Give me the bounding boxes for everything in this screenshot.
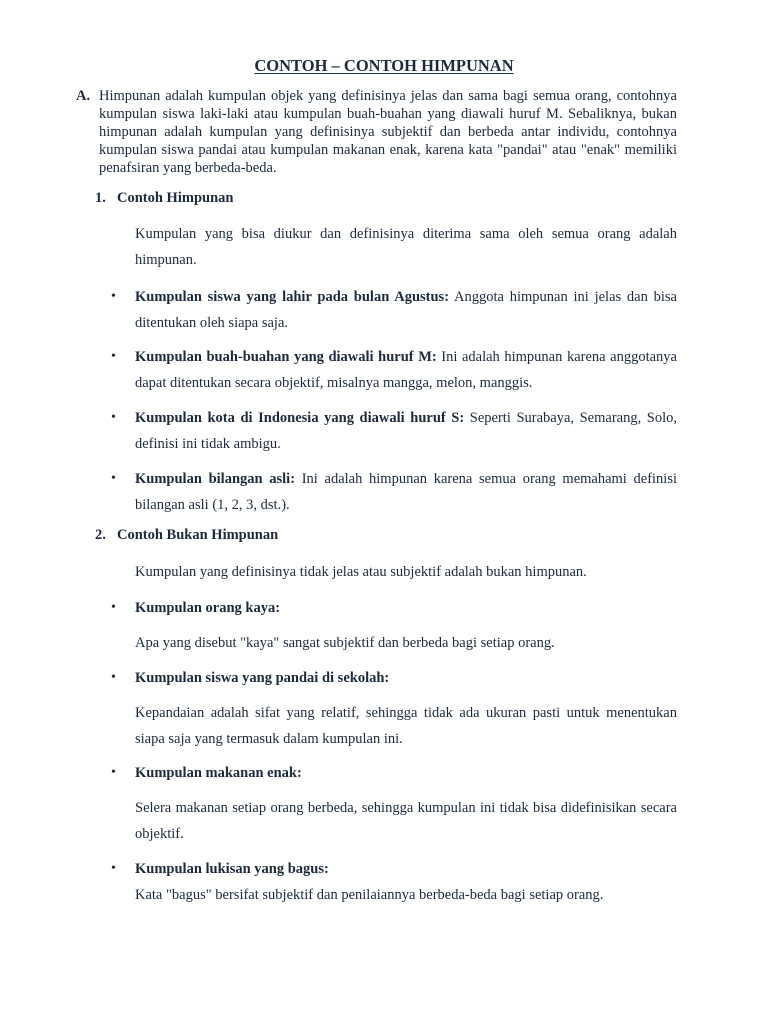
section-1-number: 1. xyxy=(95,190,106,206)
bullet-icon: • xyxy=(111,670,116,685)
list-item xyxy=(111,856,677,882)
item-description: Ini adalah himpunan karena anggotanya dapat ditentukan secara objektif, misalnya mangga, melon, manggis. xyxy=(135,349,677,391)
section-1-heading xyxy=(95,189,233,207)
section-2-title: Contoh Bukan Himpunan xyxy=(117,527,279,543)
list-item xyxy=(111,344,677,396)
item-description: Apa yang disebut "kaya" sangat subjektif dan berbeda bagi setiap orang. xyxy=(135,635,555,651)
section-1-intro: Kumpulan yang bisa diukur dan definisinya diterima sama oleh semua orang adalah himpunan. xyxy=(135,226,677,268)
list-item xyxy=(111,595,677,621)
section-a-letter: A. xyxy=(76,88,91,104)
item-term: Kumpulan lukisan yang bagus: xyxy=(135,861,329,877)
section-2-number: 2. xyxy=(95,527,106,543)
list-item xyxy=(111,466,677,518)
section-2-intro: Kumpulan yang definisinya tidak jelas atau subjektif adalah bukan himpunan. xyxy=(135,564,587,580)
list-item xyxy=(111,665,677,691)
bullet-icon: • xyxy=(111,861,116,876)
item-description: Selera makanan setiap orang berbeda, sehingga kumpulan ini tidak bisa didefinisikan secara objektif. xyxy=(135,800,677,842)
item-term: Kumpulan buah-buahan yang diawali huruf M: xyxy=(135,349,437,365)
item-term: Kumpulan kota di Indonesia yang diawali huruf S: xyxy=(135,410,465,426)
item-description: Kata "bagus" bersifat subjektif dan penilaiannya berbeda-beda bagi setiap orang. xyxy=(135,887,604,903)
list-item xyxy=(111,405,677,457)
section-2-heading xyxy=(95,526,278,544)
item-term: Kumpulan siswa yang lahir pada bulan Agustus: xyxy=(135,289,450,305)
list-item xyxy=(111,284,677,336)
item-term: Kumpulan siswa yang pandai di sekolah: xyxy=(135,670,390,686)
bullet-icon: • xyxy=(111,349,116,364)
section-a xyxy=(76,87,677,177)
document-title: CONTOH – CONTOH HIMPUNAN xyxy=(254,56,514,75)
section-a-paragraph: Himpunan adalah kumpulan objek yang definisinya jelas dan sama bagi semua orang, contohnya kumpulan siswa laki-laki atau kumpulan buah-buahan yang diawali huruf M. Sebaliknya, bukan himpunan adalah kumpulan yang definisinya subjektif dan berbeda antar individu, contohnya kumpulan siswa pandai atau kumpulan makanan enak, karena kata "pandai" atau "enak" memiliki penafsiran yang berbeda-beda. xyxy=(99,88,677,176)
item-term: Kumpulan makanan enak: xyxy=(135,765,302,781)
list-item xyxy=(111,760,677,786)
bullet-icon: • xyxy=(111,471,116,486)
bullet-icon: • xyxy=(111,600,116,615)
bullet-icon: • xyxy=(111,289,116,304)
item-term: Kumpulan bilangan asli: xyxy=(135,471,296,487)
item-description: Ini adalah himpunan karena semua orang memahami definisi bilangan asli (1, 2, 3, dst.). xyxy=(135,471,678,513)
item-description: Kepandaian adalah sifat yang relatif, sehingga tidak ada ukuran pasti untuk menentukan siapa saja yang termasuk dalam kumpulan ini. xyxy=(135,705,677,747)
section-1-title: Contoh Himpunan xyxy=(117,190,234,206)
item-description: Seperti Surabaya, Semarang, Solo, definisi ini tidak ambigu. xyxy=(135,410,678,452)
item-description: Anggota himpunan ini jelas dan bisa ditentukan oleh siapa saja. xyxy=(135,289,677,331)
bullet-icon: • xyxy=(111,765,116,780)
item-term: Kumpulan orang kaya: xyxy=(135,600,281,616)
bullet-icon: • xyxy=(111,410,116,425)
